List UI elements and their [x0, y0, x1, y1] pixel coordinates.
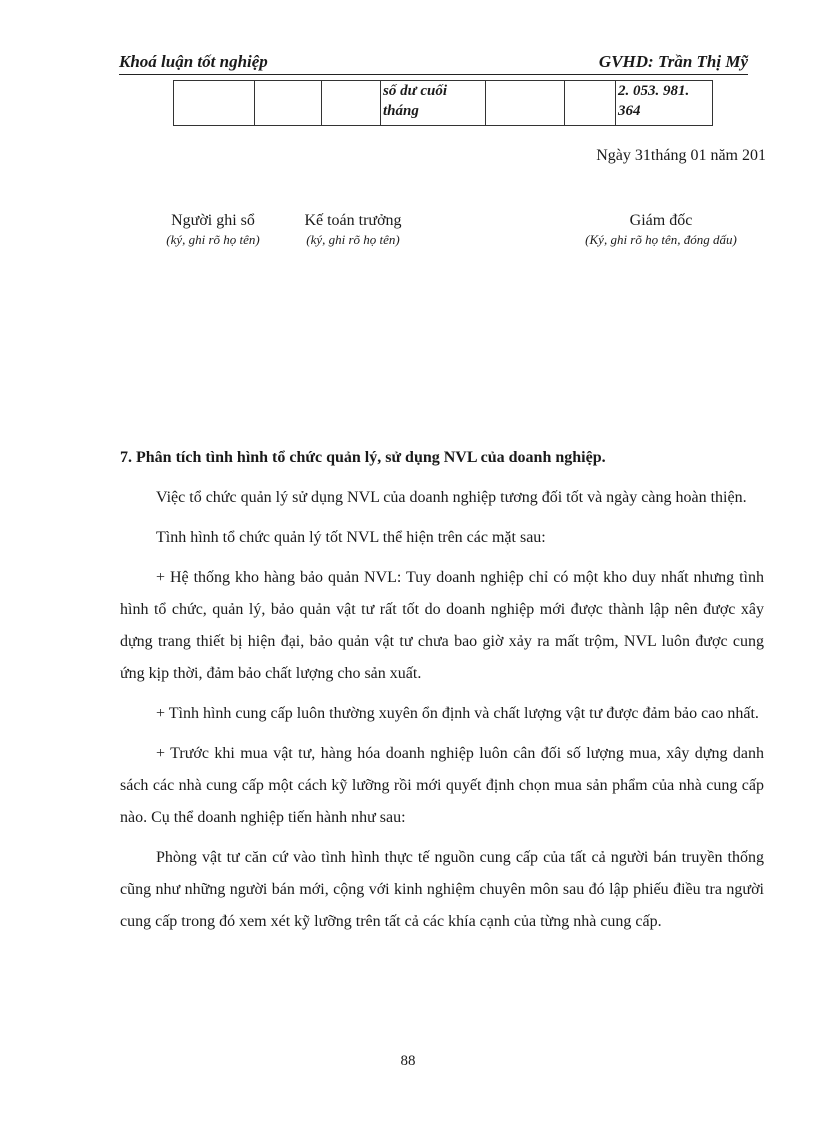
page-number: 88 [400, 1053, 416, 1069]
paragraph: Tình hình tổ chức quản lý tốt NVL thể hiện trên các mặt sau: [156, 529, 546, 546]
signature-note: (ký, ghi rõ họ tên) [306, 232, 400, 247]
header-thesis-title: Khoá luận tốt nghiệp [119, 52, 268, 71]
section-heading: 7. Phân tích tình hình tổ chức quản lý, sử dụng NVL của doanh nghiệp. [120, 449, 606, 466]
signature-bookkeeper [128, 211, 298, 249]
page-header [119, 52, 748, 75]
signature-note: (ký, ghi rõ họ tên) [166, 232, 260, 247]
paragraph: + Tình hình cung cấp luôn thường xuyên ổn định và chất lượng vật tư được đảm bảo cao nhất. [156, 705, 759, 722]
table-cell [565, 81, 616, 126]
signature-chief-accountant [288, 211, 418, 249]
table-cell-label: số dư cuối tháng [381, 81, 486, 126]
signature-title: Kế toán trưởng [304, 212, 402, 229]
signature-title: Giám đốc [629, 212, 693, 229]
signature-title: Người ghi sổ [171, 212, 255, 229]
signature-director [552, 211, 770, 249]
body-text [120, 482, 764, 946]
header-advisor: GVHD: Trần Thị Mỹ [598, 52, 748, 71]
table-cell-value: 2. 053. 981. 364 [616, 81, 713, 126]
paragraph: + Hệ thống kho hàng bảo quản NVL: Tuy doanh nghiệp chỉ có một kho duy nhất nhưng tình hình tổ chức, quản lý, bảo quản vật tư rất tốt do doanh nghiệp mới được thành lập nên được xây dựng trang thiết bị hiện đại, bảo quản vật tư chưa bao giờ xảy ra mất trộm, NVL luôn được cung ứng kịp thời, đảm bảo chất lượng cho sản xuất. [120, 569, 764, 682]
table-cell [322, 81, 381, 126]
date-line: Ngày 31tháng 01 năm 201 [596, 147, 766, 164]
paragraph: Việc tổ chức quản lý sử dụng NVL của doanh nghiệp tương đối tốt và ngày càng hoàn thiện. [156, 489, 747, 506]
table-cell [174, 81, 255, 126]
table-cell [486, 81, 565, 126]
ledger-table [173, 80, 713, 126]
paragraph: Phòng vật tư căn cứ vào tình hình thực tế nguồn cung cấp của tất cả người bán truyền thống cũng như những người bán mới, cộng với kinh nghiệm chuyên môn sau đó lập phiếu điều tra người cung cấp trong đó xem xét kỹ lưỡng trên tất cả các khía cạnh của từng nhà cung cấp. [120, 849, 764, 930]
signature-note: (Ký, ghi rõ họ tên, đóng dấu) [585, 232, 737, 247]
paragraph: + Trước khi mua vật tư, hàng hóa doanh nghiệp luôn cân đối số lượng mua, xây dựng danh sách các nhà cung cấp một cách kỹ lưỡng rồi mới quyết định chọn mua sản phẩm của nhà cung cấp nào. Cụ thể doanh nghiệp tiến hành như sau: [120, 745, 764, 826]
table-cell [255, 81, 322, 126]
table-row [174, 81, 713, 126]
